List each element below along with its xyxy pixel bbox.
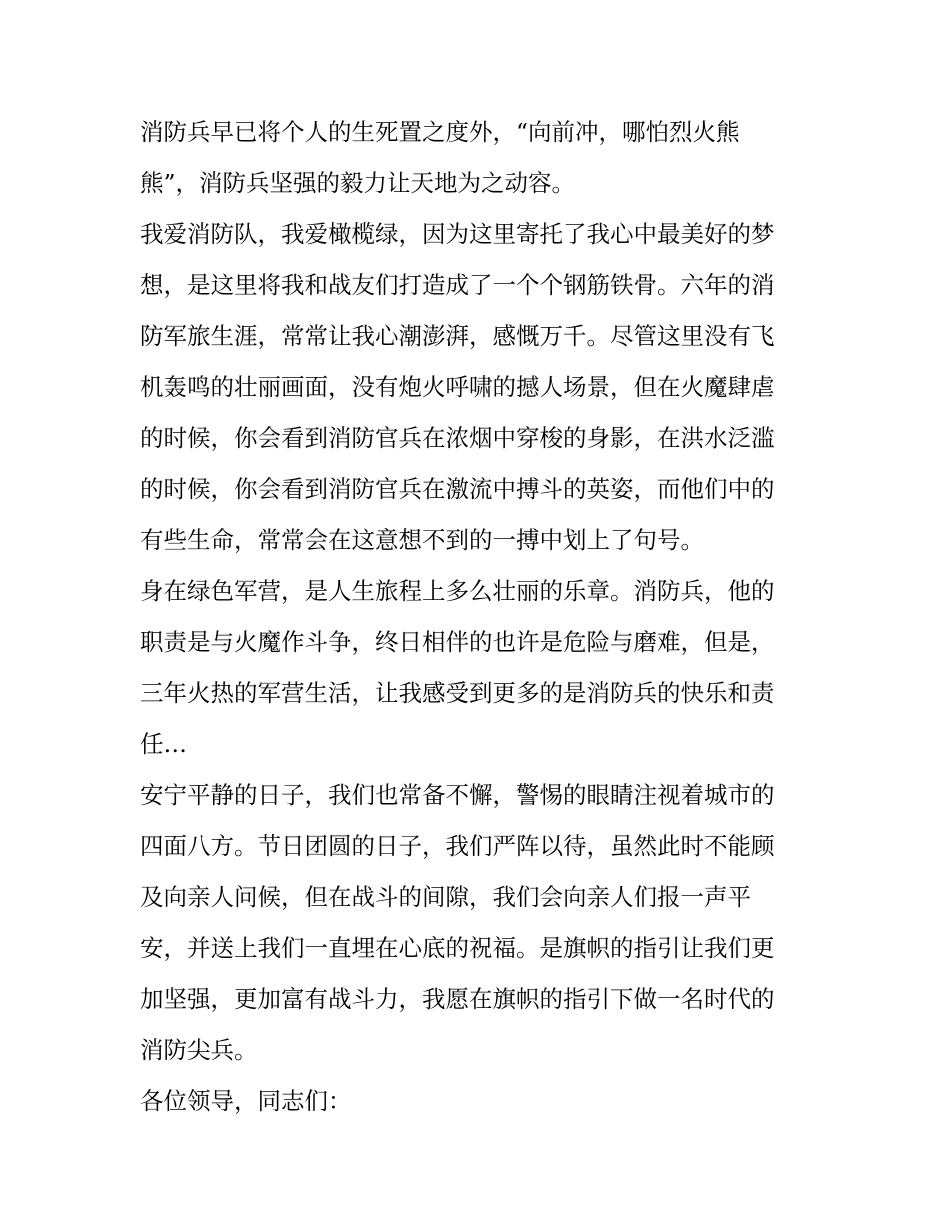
text-line: 及向亲人问候，但在战斗的间隙，我们会向亲人们报一声平 [140, 883, 751, 911]
text-line: 安宁平静的日子，我们也常备不懈，警惕的眼睛注视着城市的 [140, 781, 775, 809]
text-line: 防军旅生涯，常常让我心潮澎湃，感慨万千。尽管这里没有飞 [140, 322, 775, 350]
text-line: 机轰鸣的壮丽画面，没有炮火呼啸的撼人场景，但在火魔肆虐 [140, 373, 775, 401]
text-line: 安，并送上我们一直埋在心底的祝福。是旗帜的指引让我们更 [140, 934, 775, 962]
text-line: 四面八方。节日团圆的日子，我们严阵以待，虽然此时不能顾 [140, 832, 775, 860]
body-text [140, 107, 820, 1127]
text-line: 各位领导，同志们： [140, 1087, 352, 1115]
text-line: 的时候，你会看到消防官兵在激流中搏斗的英姿，而他们中的 [140, 475, 775, 503]
text-line: 三年火热的军营生活，让我感受到更多的是消防兵的快乐和责 [140, 679, 775, 707]
text-line: 消防尖兵。 [140, 1036, 258, 1064]
text-line: 的时候，你会看到消防官兵在浓烟中穿梭的身影，在洪水泛滥 [140, 424, 775, 452]
text-line: 加坚强，更加富有战斗力，我愿在旗帜的指引下做一名时代的 [140, 985, 775, 1013]
text-line: 消防兵早已将个人的生死置之度外，“向前冲，哪怕烈火熊 [140, 118, 740, 146]
text-line: 有些生命，常常会在这意想不到的一搏中划上了句号。 [140, 526, 704, 554]
text-line: 熊”，消防兵坚强的毅力让天地为之动容。 [140, 169, 576, 197]
text-line: 职责是与火魔作斗争，终日相伴的也许是危险与磨难，但是， [140, 628, 775, 656]
text-line: 身在绿色军营，是人生旅程上多么壮丽的乐章。消防兵，他的 [140, 577, 775, 605]
text-line: 我爱消防队，我爱橄榄绿，因为这里寄托了我心中最美好的梦 [140, 220, 775, 248]
text-line: 任… [140, 730, 187, 758]
text-line: 想，是这里将我和战友们打造成了一个个钢筋铁骨。六年的消 [140, 271, 775, 299]
